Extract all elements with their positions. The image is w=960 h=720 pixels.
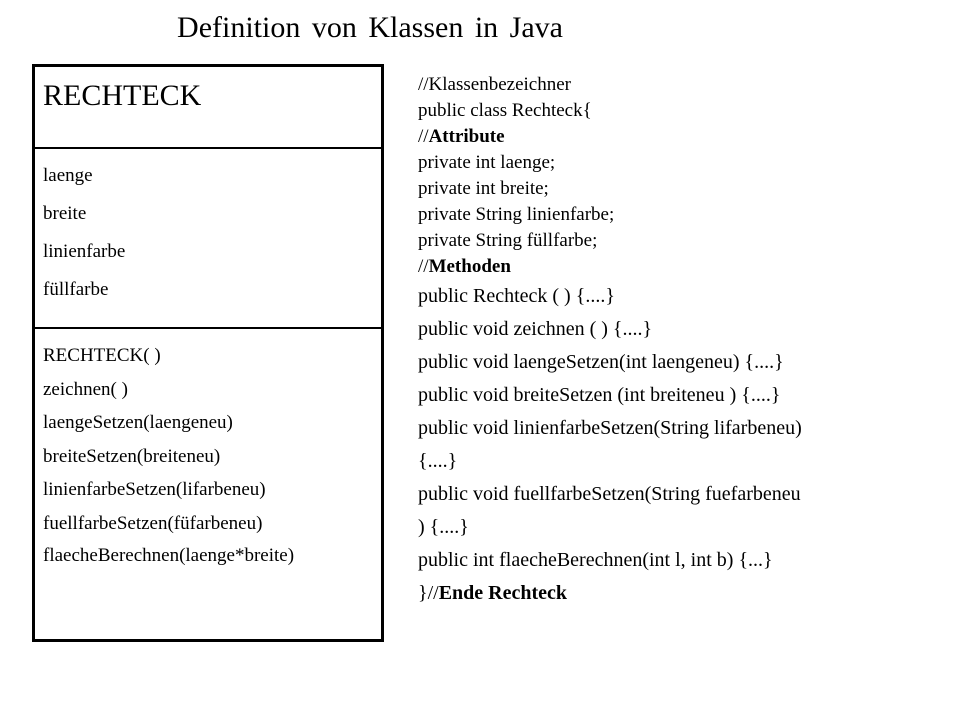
uml-class-name: RECHTECK — [35, 67, 381, 149]
code-text: public void fuellfarbeSetzen(String fuefarbeneu — [418, 483, 801, 505]
code-line — [418, 72, 948, 98]
code-line — [418, 228, 948, 254]
code-line — [418, 313, 948, 346]
code-text: public class Rechteck{ — [418, 100, 592, 121]
code-text: {....} — [418, 450, 458, 472]
code-line — [418, 544, 948, 577]
uml-attribute: linienfarbe — [43, 241, 126, 262]
code-comment-prefix: }// — [418, 582, 439, 604]
code-line — [418, 478, 948, 511]
uml-method: flaecheBerechnen(laenge*breite) — [43, 545, 295, 566]
uml-method: linienfarbeSetzen(lifarbeneu) — [43, 479, 266, 500]
code-text: public void laengeSetzen(int laengeneu) {....} — [418, 351, 784, 373]
code-comment-heading: Ende Rechteck — [438, 582, 568, 604]
uml-attribute: laenge — [43, 165, 93, 186]
code-line — [418, 150, 948, 176]
code-text: private String linienfarbe; — [418, 204, 615, 225]
code-line — [418, 202, 948, 228]
code-text: public Rechteck ( ) {....} — [418, 285, 615, 307]
code-text: public int flaecheBerechnen(int l, int b) {...} — [418, 549, 773, 571]
java-code-listing — [418, 72, 948, 610]
uml-methods-section — [35, 329, 381, 568]
code-text: public void zeichnen ( ) {....} — [418, 318, 653, 340]
uml-method: fuellfarbeSetzen(füfarbeneu) — [43, 512, 263, 534]
code-line — [418, 412, 948, 445]
code-comment-prefix: // — [418, 126, 429, 147]
page-title: Definition von Klassen in Java — [177, 11, 563, 44]
uml-attributes-section — [35, 149, 381, 329]
code-line — [418, 176, 948, 202]
uml-method: zeichnen( ) — [43, 378, 128, 400]
code-text: private String füllfarbe; — [418, 230, 598, 251]
code-text: public void linienfarbeSetzen(String lifarbeneu) — [418, 417, 802, 439]
code-comment-prefix: // — [418, 256, 429, 277]
code-line — [418, 379, 948, 412]
code-line — [418, 98, 948, 124]
uml-method: laengeSetzen(laengeneu) — [43, 412, 233, 433]
code-comment-heading: Attribute — [428, 126, 505, 147]
code-line — [418, 254, 948, 280]
code-line — [418, 445, 948, 478]
uml-attribute: breite — [43, 203, 87, 224]
uml-attribute: füllfarbe — [43, 279, 109, 300]
code-text: ) {....} — [418, 516, 469, 538]
code-line — [418, 346, 948, 379]
uml-method: breiteSetzen(breiteneu) — [43, 445, 221, 467]
code-text: private int breite; — [418, 178, 549, 199]
code-text: //Klassenbezeichner — [418, 74, 571, 95]
code-text: public void breiteSetzen (int breiteneu ) {....} — [418, 384, 781, 406]
code-comment-heading: Methoden — [428, 256, 511, 277]
code-line — [418, 124, 948, 150]
uml-method: RECHTECK( ) — [43, 345, 161, 366]
uml-class-diagram — [32, 64, 384, 642]
code-text: private int laenge; — [418, 152, 556, 173]
code-line — [418, 280, 948, 313]
code-line — [418, 577, 948, 610]
code-line — [418, 511, 948, 544]
